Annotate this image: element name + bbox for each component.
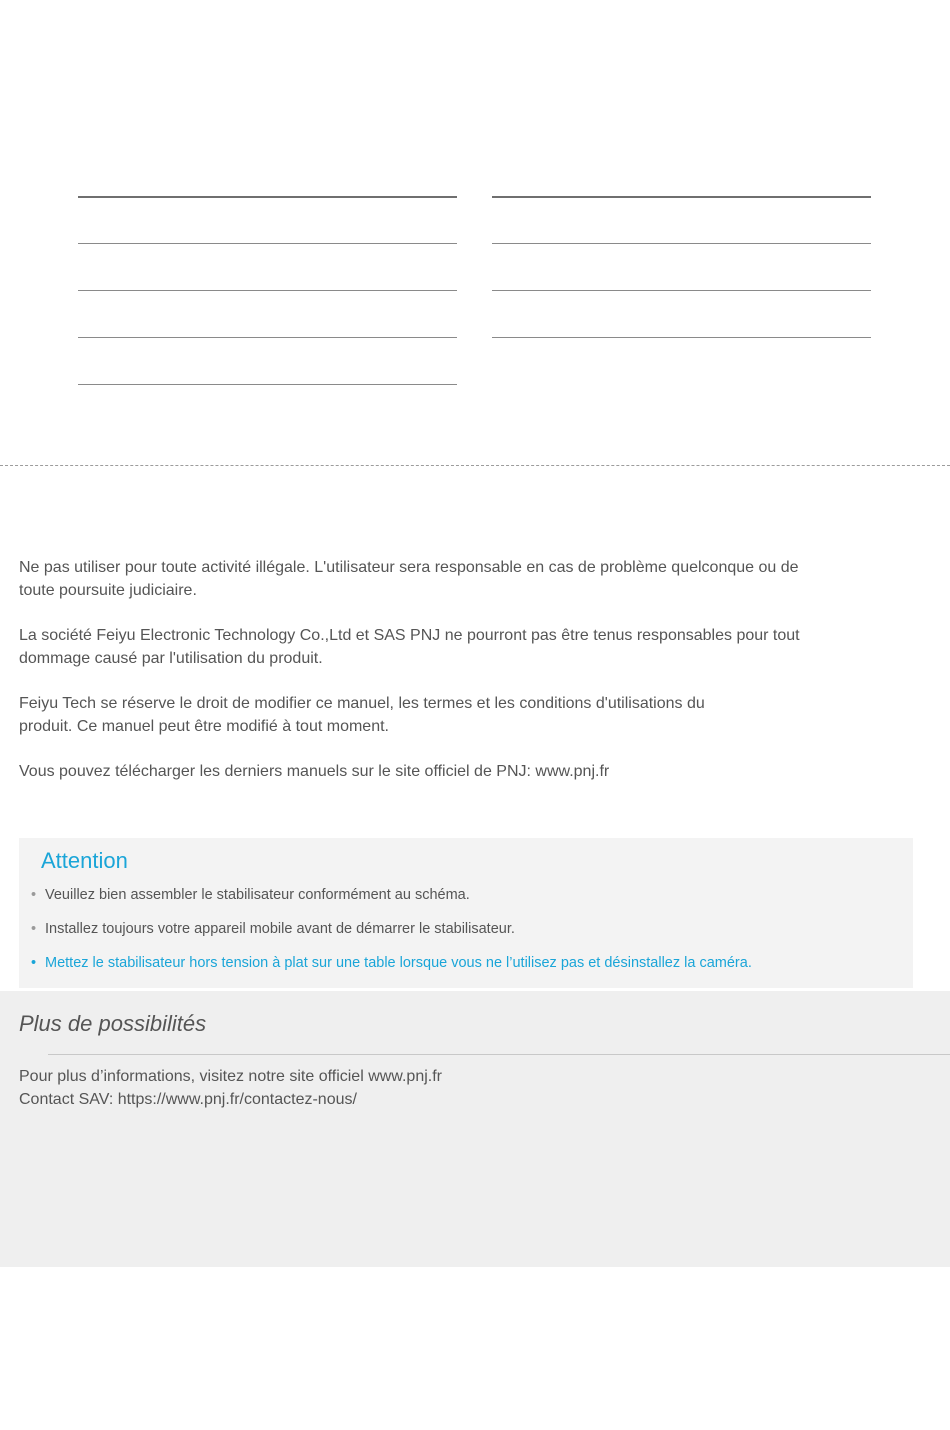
paragraph-line: toute poursuite judiciaire.: [19, 581, 197, 599]
attention-item-text: Mettez le stabilisateur hors tension à plat sur une table lorsque vous ne l’utilisez pas et désinstallez la caméra.: [45, 955, 752, 971]
paragraph-line: La société Feiyu Electronic Technology Co.,Ltd et SAS PNJ ne pourront pas être tenus responsables pour tout: [19, 627, 800, 644]
writing-lines-area: [78, 196, 870, 396]
paragraph-line: Ne pas utiliser pour toute activité illégale. L'utilisateur sera responsable en cas de problème quelconque ou de: [19, 559, 799, 576]
more-info-line: Pour plus d’informations, visitez notre site officiel www.pnj.fr: [19, 1068, 442, 1085]
disclaimer-paragraph: [19, 557, 849, 602]
bullet-icon: •: [31, 955, 37, 971]
more-info-body: [19, 1066, 442, 1111]
paragraph-line: dommage causé par l'utilisation du produit.: [19, 649, 323, 667]
writing-line: [492, 243, 871, 290]
attention-item: [31, 886, 752, 920]
attention-item-highlighted: [31, 954, 752, 988]
writing-line: [78, 196, 457, 243]
attention-title: Attention: [41, 848, 128, 873]
writing-line: [492, 290, 871, 337]
more-info-line: Contact SAV: https://www.pnj.fr/contactez-nous/: [19, 1090, 357, 1108]
bullet-icon: •: [31, 921, 37, 937]
paragraph-line: Feiyu Tech se réserve le droit de modifier ce manuel, les termes et les conditions d'utilisations du: [19, 695, 705, 712]
writing-lines-left: [78, 196, 457, 431]
attention-box: [19, 838, 913, 988]
writing-line: [78, 243, 457, 290]
disclaimer-section: [19, 557, 849, 807]
more-info-title: Plus de possibilités: [19, 1011, 207, 1036]
cut-line-divider: [0, 465, 950, 466]
attention-item-text: Veuillez bien assembler le stabilisateur conformément au schéma.: [45, 887, 470, 903]
disclaimer-paragraph: [19, 693, 849, 738]
paragraph-line: produit. Ce manuel peut être modifié à tout moment.: [19, 717, 389, 735]
attention-item: [31, 920, 752, 954]
attention-list: [31, 886, 752, 988]
writing-line: [492, 337, 871, 384]
writing-lines-right: [492, 196, 871, 384]
writing-line: [492, 196, 871, 243]
paragraph-line: Vous pouvez télécharger les derniers manuels sur le site officiel de PNJ: www.pnj.fr: [19, 763, 610, 780]
disclaimer-paragraph: [19, 761, 849, 784]
writing-line: [78, 337, 457, 384]
attention-item-text: Installez toujours votre appareil mobile avant de démarrer le stabilisateur.: [45, 921, 515, 937]
disclaimer-paragraph: [19, 625, 849, 670]
writing-line: [78, 384, 457, 431]
more-info-divider: [48, 1054, 950, 1055]
bullet-icon: •: [31, 887, 37, 903]
more-info-section: [0, 991, 950, 1267]
writing-line: [78, 290, 457, 337]
